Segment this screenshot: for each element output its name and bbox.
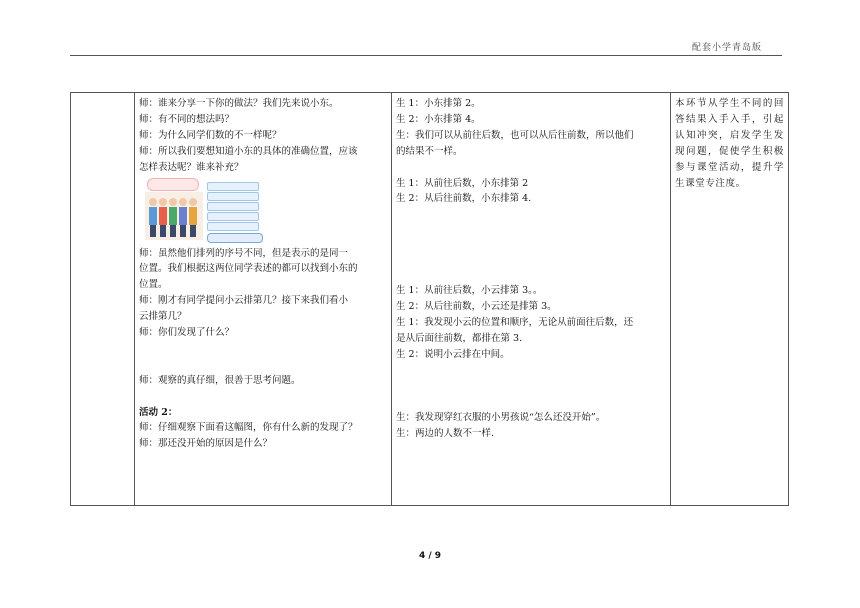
answer-card [207, 222, 259, 231]
student-line: 生：我们可以从前往后数，也可以从后往前数，所以他们 [396, 129, 634, 141]
teacher-activity-cell [135, 93, 392, 506]
teacher-line: 师：虽然他们排列的序号不同，但是表示的是同一 [139, 247, 349, 259]
student-line: 生 2：从后往前数，小云还是排第 3。 [396, 301, 557, 313]
table-row [71, 93, 789, 506]
student-line: 是从后面往前数，都排在第 3. [396, 333, 523, 345]
activity-title: 活动 2： [139, 406, 178, 418]
speech-bubble [147, 178, 199, 191]
publisher-header: 配套小学青岛版 [691, 43, 762, 53]
student-line: 生 1：我发现小云的位置和顺序，无论从前面往后数，还 [396, 317, 634, 329]
student-line: 生 2：从后往前数，小东排第 4. [396, 193, 532, 205]
teacher-line: 师：仔细观察下面看这幅图，你有什么新的发现了？ [139, 422, 358, 434]
teacher-line: 师：谁来分享一下你的做法？我们先来说小东。 [139, 98, 339, 109]
teacher-line: 位置。我们根据这两位同学表述的都可以找到小东的 [139, 263, 358, 275]
student-activity-cell [392, 93, 671, 506]
student-line: 生 1：从前往后数，小云排第 3。。 [396, 285, 543, 297]
student-line: 生 1：小东排第 2。 [396, 98, 481, 109]
lesson-table [70, 92, 789, 506]
teacher-line: 师：所以我们要想知道小东的具体的准确位置，应该 [139, 145, 358, 157]
teacher-line: 师：为什么同学们数的不一样呢？ [139, 129, 282, 141]
teacher-line: 师：有不同的想法吗？ [139, 113, 235, 125]
teacher-line: 师：刚才有同学提问小云排第几？接下来我们看小 [139, 295, 349, 307]
student-line: 的结果不一样。 [396, 145, 463, 157]
teacher-line: 师：那还没开始的原因是什么？ [139, 438, 273, 450]
student-line: 生：两边的人数不一样. [396, 427, 495, 439]
teacher-line: 位置。 [139, 279, 168, 291]
children-in-line-illustration [145, 192, 203, 240]
answer-card [207, 192, 259, 201]
teacher-line: 师：观察的真仔细，很善于思考问题。 [139, 374, 301, 386]
student-line: 生：我发现穿红衣服的小男孩说“怎么还没开始”。 [396, 411, 606, 423]
teacher-line: 云排第几？ [139, 311, 187, 323]
student-line: 生 2：小东排第 4。 [396, 113, 481, 125]
header-divider [70, 55, 782, 56]
teacher-line: 怎样表达呢？谁来补充？ [139, 161, 244, 173]
student-line: 生 2：说明小云排在中间。 [396, 348, 510, 360]
answer-card [207, 202, 259, 211]
student-line: 生 1：从前往后数，小东排第 2 [396, 177, 529, 189]
question-pill [207, 233, 263, 243]
queue-illustration [145, 178, 263, 242]
design-intent-note: 本环节从学生不同的回答结果入手入手，引起认知冲突，启发学生发现问题，促使学生积极参与课堂活动，提升学生课堂专注度。 [671, 93, 789, 506]
blank-cell [71, 93, 135, 506]
answer-card [207, 182, 259, 191]
answer-card [207, 212, 259, 221]
page-number: 4 / 9 [418, 551, 442, 561]
teacher-line: 师：你们发现了什么？ [139, 327, 235, 339]
